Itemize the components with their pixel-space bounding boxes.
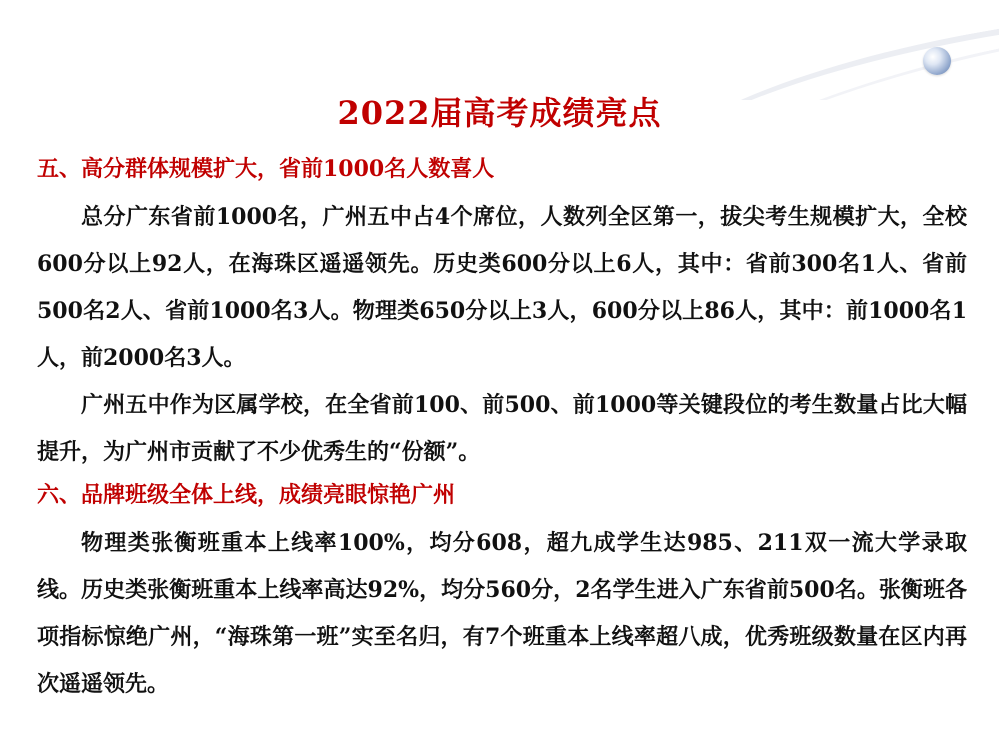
page-title: 2022届高考成绩亮点 — [337, 94, 662, 133]
section-6 — [37, 476, 967, 708]
section-paragraph: 物理类张衡班重本上线率100%，均分608，超九成学生达985、211双一流大学录取线。历史类张衡班重本上线率高达92%，均分560分，2名学生进入广东省前500名。张衡班各项指标惊绝广州，“海珠第一班”实至名归，有7个班重本上线率超八成，优秀班级数量在区内再次遥遥领先。 — [37, 530, 967, 697]
content-body — [37, 150, 967, 708]
section-heading: 六、品牌班级全体上线，成绩亮眼惊艳广州 — [37, 482, 456, 508]
decorative-sphere — [923, 47, 951, 75]
section-paragraph: 总分广东省前1000名，广州五中占4个席位，人数列全区第一，拔尖考生规模扩大，全校600分以上92人，在海珠区遥遥领先。历史类600分以上6人，其中：省前300名1人、省前500名2人、省前1000名3人。物理类650分以上3人，600分以上86人，其中：前1000名1人，前2000名3人。 — [37, 204, 967, 371]
section-paragraph: 广州五中作为区属学校，在全省前100、前500、前1000等关键段位的考生数量占比大幅提升，为广州市贡献了不少优秀生的“份额”。 — [37, 392, 967, 465]
section-5 — [37, 150, 967, 476]
section-heading: 五、高分群体规模扩大，省前1000名人数喜人 — [37, 156, 495, 182]
